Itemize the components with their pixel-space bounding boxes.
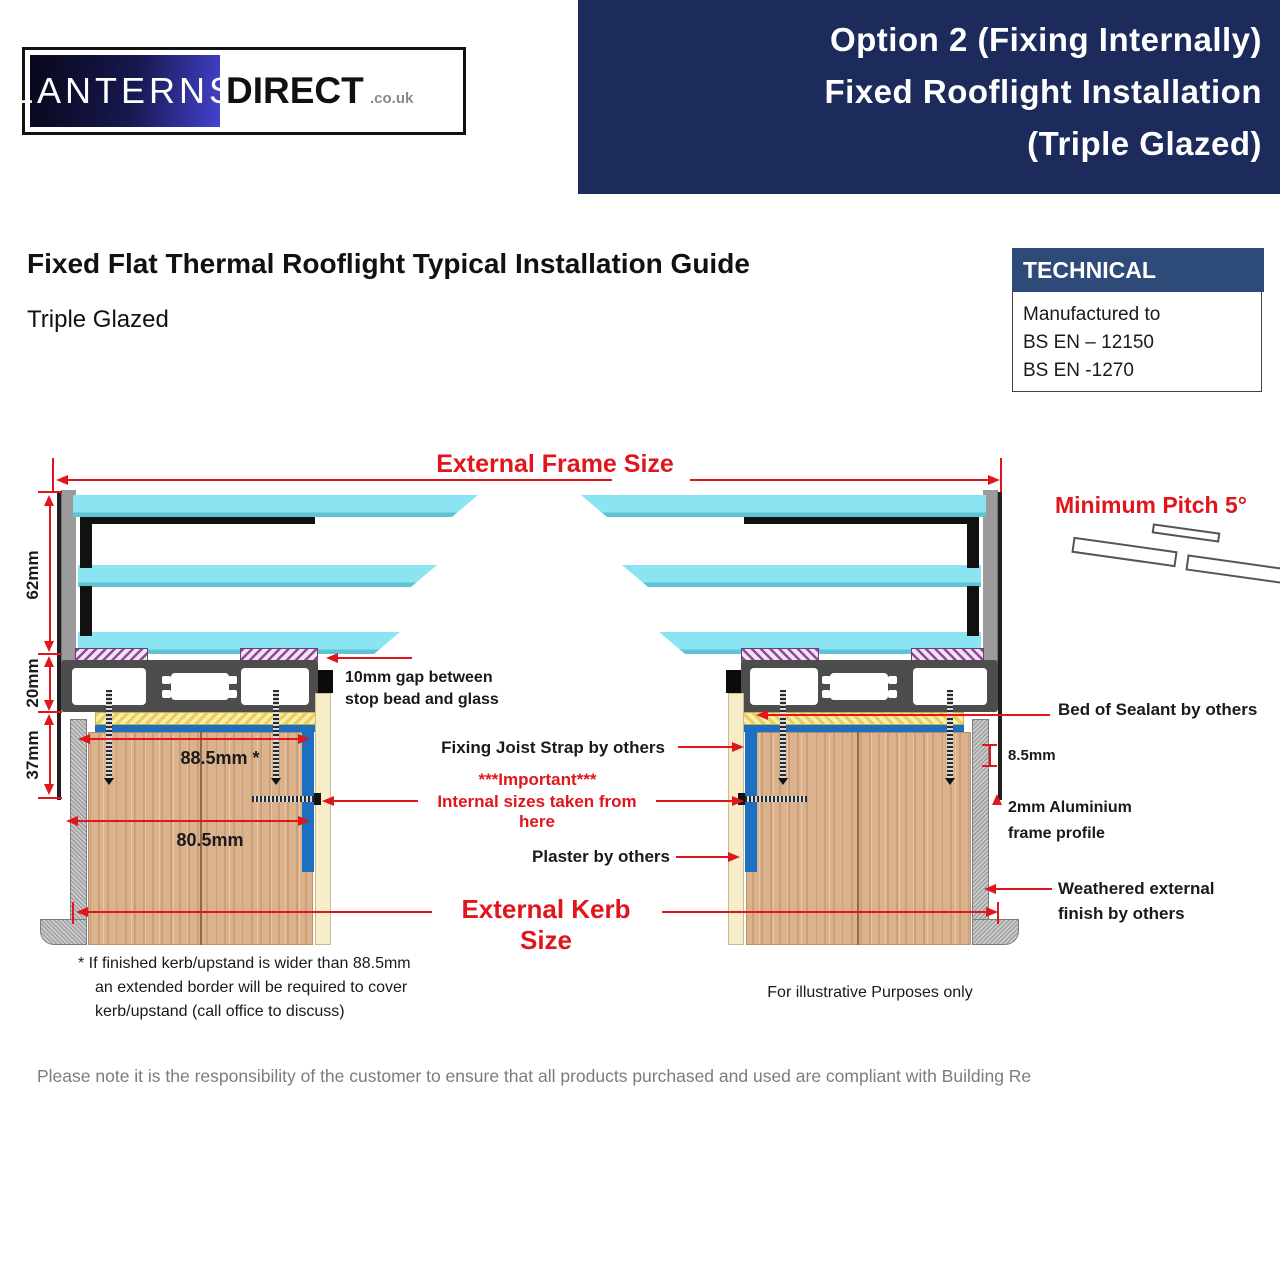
gap-note-label bbox=[345, 667, 499, 711]
external-kerb-size-label: External Kerb Size bbox=[461, 894, 631, 955]
arrow-right-icon bbox=[988, 475, 1000, 485]
arrow-right-icon bbox=[298, 816, 310, 826]
technical-body bbox=[1013, 295, 1170, 391]
glass-spacer bbox=[80, 517, 92, 568]
weathered-label-line-1: Weathered external bbox=[1058, 879, 1215, 898]
stop-bead bbox=[318, 670, 333, 693]
plaster-board bbox=[315, 693, 331, 945]
annotation-line bbox=[994, 888, 1052, 890]
dim-62mm-label: 62mm bbox=[23, 550, 42, 600]
dimension-line bbox=[690, 479, 990, 481]
arrow-down-icon bbox=[44, 641, 54, 652]
title-banner bbox=[578, 0, 1280, 194]
thermal-break-tab bbox=[888, 676, 897, 684]
aluminium-profile-line bbox=[998, 492, 1002, 800]
glass-edge-band bbox=[85, 517, 315, 524]
annotation-line bbox=[676, 856, 730, 858]
dim-37mm-label: 37mm bbox=[23, 730, 42, 780]
dimension-tick bbox=[1000, 458, 1002, 492]
thermal-break-chamber bbox=[171, 673, 229, 700]
technical-line-2: BS EN – 12150 bbox=[1023, 332, 1154, 353]
company-logo bbox=[12, 47, 466, 135]
glass-pane bbox=[581, 495, 986, 517]
dimension-line bbox=[49, 503, 51, 645]
annotation-line bbox=[766, 714, 1050, 716]
footnote-line-3: kerb/upstand (call office to discuss) bbox=[95, 1003, 345, 1020]
footnote-line-1: * If finished kerb/upstand is wider than 88.5mm bbox=[78, 955, 411, 972]
weathered-finish-foot bbox=[40, 919, 87, 945]
dimension-tick bbox=[52, 458, 54, 492]
fixing-joist-strap-label: Fixing Joist Strap by others bbox=[441, 738, 665, 757]
arrow-down-icon bbox=[44, 784, 54, 795]
sealant-bed-hatch bbox=[95, 712, 318, 725]
logo-domain-suffix: .co.uk bbox=[370, 90, 414, 107]
dim-88-5mm-label: 88.5mm * bbox=[180, 748, 260, 768]
weathered-finish-foot bbox=[972, 919, 1019, 945]
gap-note-line-1: 10mm gap between bbox=[345, 669, 493, 686]
fixing-screw bbox=[947, 690, 953, 778]
cross-section-right bbox=[719, 435, 1029, 955]
joist-strap-horizontal bbox=[737, 725, 964, 732]
cross-section-left bbox=[30, 435, 340, 955]
thermal-break-chamber bbox=[830, 673, 888, 700]
dimension-line bbox=[662, 911, 988, 913]
important-label: ***Important*** bbox=[478, 770, 597, 789]
dimension-line bbox=[88, 738, 302, 740]
dimension-tick bbox=[38, 491, 62, 493]
technical-line-3: BS EN -1270 bbox=[1023, 360, 1134, 381]
pitch-sketch-icon bbox=[1072, 528, 1232, 588]
page-title: Fixed Flat Thermal Rooflight Typical Installation Guide bbox=[27, 248, 750, 279]
glass-edge-band bbox=[744, 517, 974, 524]
glass-spacer bbox=[967, 517, 979, 568]
annotation-line bbox=[332, 800, 418, 802]
dimension-line bbox=[989, 744, 991, 767]
dim-8-5mm-label: 8.5mm bbox=[1008, 747, 1056, 764]
banner-line-2: Fixed Rooflight Installation bbox=[824, 73, 1262, 110]
illustrative-note: For illustrative Purposes only bbox=[767, 984, 973, 1001]
dimension-tick bbox=[38, 711, 62, 713]
dimension-tick bbox=[38, 797, 62, 799]
compliance-disclaimer: Please note it is the responsibility of the customer to ensure that all products purchased and used are compliant with Building Re bbox=[37, 1066, 1032, 1086]
technical-info-box bbox=[1012, 248, 1262, 392]
page-subtitle: Triple Glazed bbox=[27, 306, 169, 333]
gap-note-line-2: stop bead and glass bbox=[345, 691, 499, 708]
thermal-break-tab bbox=[162, 676, 171, 684]
glass-pane bbox=[78, 565, 437, 587]
dimension-tick bbox=[982, 765, 997, 767]
logo-direct: DIRECT bbox=[226, 70, 364, 111]
fixing-screw bbox=[106, 690, 112, 778]
pitch-bar bbox=[1152, 523, 1221, 542]
dim-20mm-label: 20mm bbox=[23, 658, 42, 708]
technical-header: TECHNICAL bbox=[1012, 248, 1264, 292]
weathered-label-line-2: finish by others bbox=[1058, 904, 1185, 923]
dimension-line bbox=[86, 911, 432, 913]
arrow-right-icon bbox=[732, 796, 744, 806]
dimension-line bbox=[49, 663, 51, 703]
glass-pane bbox=[622, 565, 981, 587]
thermal-break-tab bbox=[228, 676, 237, 684]
minimum-pitch-label: Minimum Pitch 5° bbox=[1055, 492, 1247, 518]
aluminium-label-line-1: 2mm Aluminium bbox=[1008, 799, 1132, 816]
banner-line-3: (Triple Glazed) bbox=[1027, 125, 1262, 162]
kerb-board-joint bbox=[857, 732, 859, 945]
thermal-break-tab bbox=[822, 676, 831, 684]
annotation-line bbox=[656, 800, 734, 802]
plaster-board bbox=[728, 693, 744, 945]
technical-line-1: Manufactured to bbox=[1023, 304, 1161, 325]
arrow-right-icon bbox=[298, 734, 310, 744]
aluminium-label-line-2: frame profile bbox=[1008, 825, 1105, 842]
dimension-line bbox=[76, 820, 302, 822]
dimension-tick bbox=[72, 902, 74, 924]
dimension-line bbox=[66, 479, 612, 481]
thermal-break-tab bbox=[822, 690, 831, 698]
dimension-tick bbox=[38, 653, 62, 655]
annotation-line bbox=[678, 746, 734, 748]
arrow-down-icon bbox=[44, 700, 54, 711]
pitch-bar bbox=[1071, 537, 1177, 567]
aluminium-profile-label bbox=[1008, 795, 1132, 847]
dim-80-5mm-label: 80.5mm bbox=[176, 830, 244, 850]
stop-bead bbox=[726, 670, 741, 693]
weathered-finish-label bbox=[1058, 876, 1215, 926]
dimension-tick bbox=[997, 902, 999, 924]
arrow-up-icon bbox=[992, 794, 1002, 805]
thermal-break-tab bbox=[162, 690, 171, 698]
joist-strap-horizontal bbox=[95, 725, 322, 732]
internal-sizes-label: Internal sizes taken from here bbox=[437, 792, 637, 831]
banner-line-1: Option 2 (Fixing Internally) bbox=[829, 21, 1262, 58]
logo-lanterns: LANTERNS bbox=[30, 55, 220, 127]
footnote-line-2: an extended border will be required to cover bbox=[95, 979, 408, 996]
glass-spacer bbox=[967, 586, 979, 636]
strap-screw bbox=[745, 796, 807, 802]
strap-screw bbox=[252, 796, 314, 802]
plaster-label: Plaster by others bbox=[532, 847, 670, 866]
glass-pane bbox=[73, 495, 478, 517]
arrow-right-icon bbox=[732, 742, 744, 752]
annotation-line bbox=[336, 657, 412, 659]
bed-of-sealant-label: Bed of Sealant by others bbox=[1058, 700, 1258, 719]
glass-spacer bbox=[80, 586, 92, 636]
thermal-break-tab bbox=[888, 690, 897, 698]
weathered-finish-strip bbox=[972, 719, 989, 927]
external-frame-size-label: External Frame Size bbox=[436, 450, 674, 478]
dimension-line bbox=[49, 721, 51, 787]
arrow-right-icon bbox=[728, 852, 740, 862]
pitch-bar bbox=[1185, 554, 1280, 585]
thermal-break-tab bbox=[228, 690, 237, 698]
fixing-screw bbox=[780, 690, 786, 778]
